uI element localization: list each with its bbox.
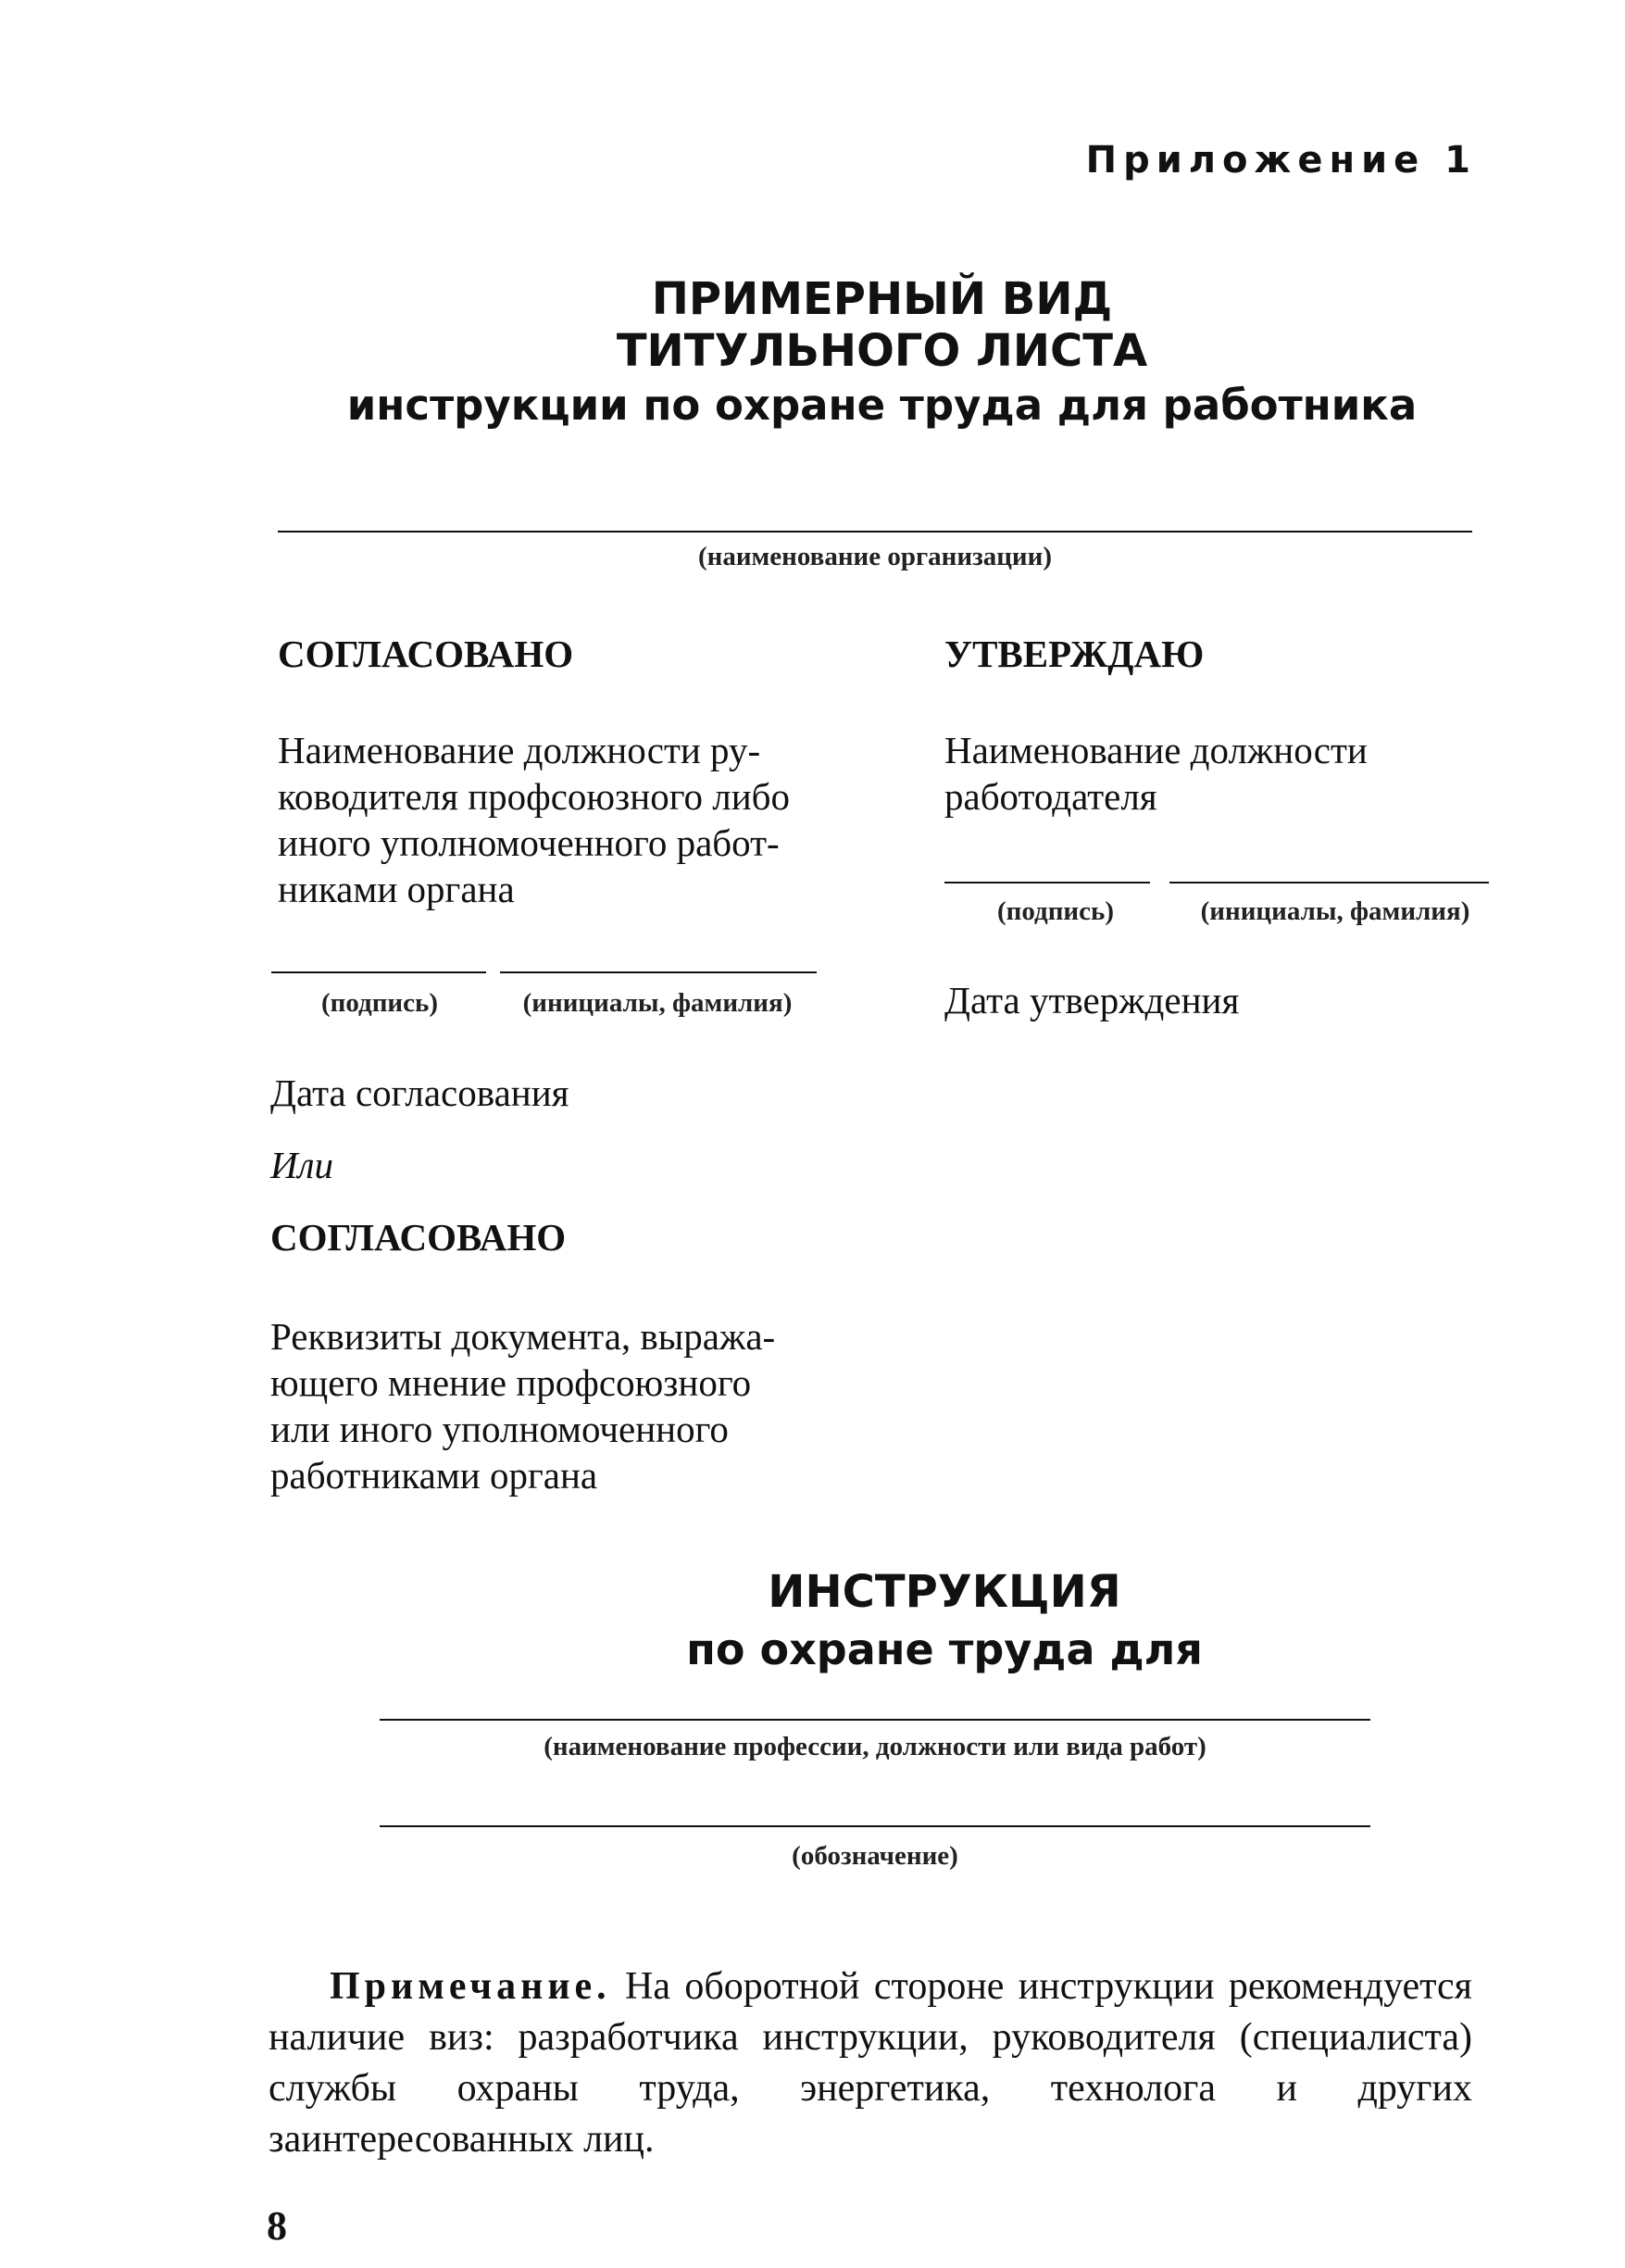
profession-line xyxy=(380,1719,1370,1721)
organization-line xyxy=(278,531,1472,533)
employer-signature-caption: (подпись) xyxy=(997,896,1114,926)
employer-name-caption: (инициалы, фамилия) xyxy=(1200,896,1470,926)
text-line: или иного уполномоченного xyxy=(270,1408,729,1450)
approval-date-label: Дата утверждения xyxy=(944,979,1240,1021)
designation-line xyxy=(380,1825,1370,1827)
agreed-heading: СОГЛАСОВАНО xyxy=(278,633,574,675)
title-line-2: ТИТУЛЬНОГО ЛИСТА xyxy=(616,325,1148,377)
title-line-3: инструкции по охране труда для работника xyxy=(346,381,1418,430)
title-line-1: ПРИМЕРНЫЙ ВИД xyxy=(651,273,1113,325)
union-name-line xyxy=(500,971,817,973)
approve-heading: УТВЕРЖДАЮ xyxy=(944,633,1205,675)
profession-caption: (наименование профессии, должности или вида работ) xyxy=(544,1732,1206,1761)
instruction-subheading: по охране труда для xyxy=(686,1624,1203,1674)
text-line: ющего мнение профсоюзного xyxy=(270,1361,752,1404)
text-line: Наименование должности xyxy=(944,729,1368,771)
text-line: Наименование должности ру- xyxy=(278,729,761,771)
union-position-text xyxy=(278,727,833,912)
note-label: Примечание. xyxy=(330,1965,611,2008)
instruction-title xyxy=(537,1563,1352,1678)
instruction-heading: ИНСТРУКЦИЯ xyxy=(768,1566,1121,1618)
text-line: Реквизиты документа, выража- xyxy=(270,1315,776,1358)
note-text: На оборотной стороне инструкции рекомендуется наличие виз: разработчика инструкции, руководителя (специалиста) службы охраны труда, энергетика, технолога и других заинтересованных лиц. xyxy=(269,1965,1473,2161)
employer-position-text xyxy=(944,727,1463,820)
union-signature-line xyxy=(271,971,486,973)
page-title xyxy=(0,273,1625,434)
text-line: ководителя профсоюзного либо xyxy=(278,775,790,818)
agreed-heading-2: СОГЛАСОВАНО xyxy=(270,1216,567,1259)
note-paragraph xyxy=(269,1961,1472,2165)
text-line: работниками органа xyxy=(270,1454,598,1497)
text-line: иного уполномоченного работ- xyxy=(278,821,780,864)
appendix-label: Приложение 1 xyxy=(1085,139,1477,182)
document-requisites-text xyxy=(270,1313,844,1498)
agreement-date-label: Дата согласования xyxy=(270,1071,569,1114)
text-line: работодателя xyxy=(944,775,1157,818)
text-line: никами органа xyxy=(278,868,515,910)
designation-caption: (обозначение) xyxy=(792,1841,958,1871)
or-label: Или xyxy=(270,1144,333,1186)
union-name-caption: (инициалы, фамилия) xyxy=(522,988,793,1018)
employer-signature-line xyxy=(944,882,1150,883)
employer-name-line xyxy=(1169,882,1489,883)
union-signature-caption: (подпись) xyxy=(321,988,438,1018)
organization-caption: (наименование организации) xyxy=(697,542,1053,571)
page-number: 8 xyxy=(267,2203,287,2249)
